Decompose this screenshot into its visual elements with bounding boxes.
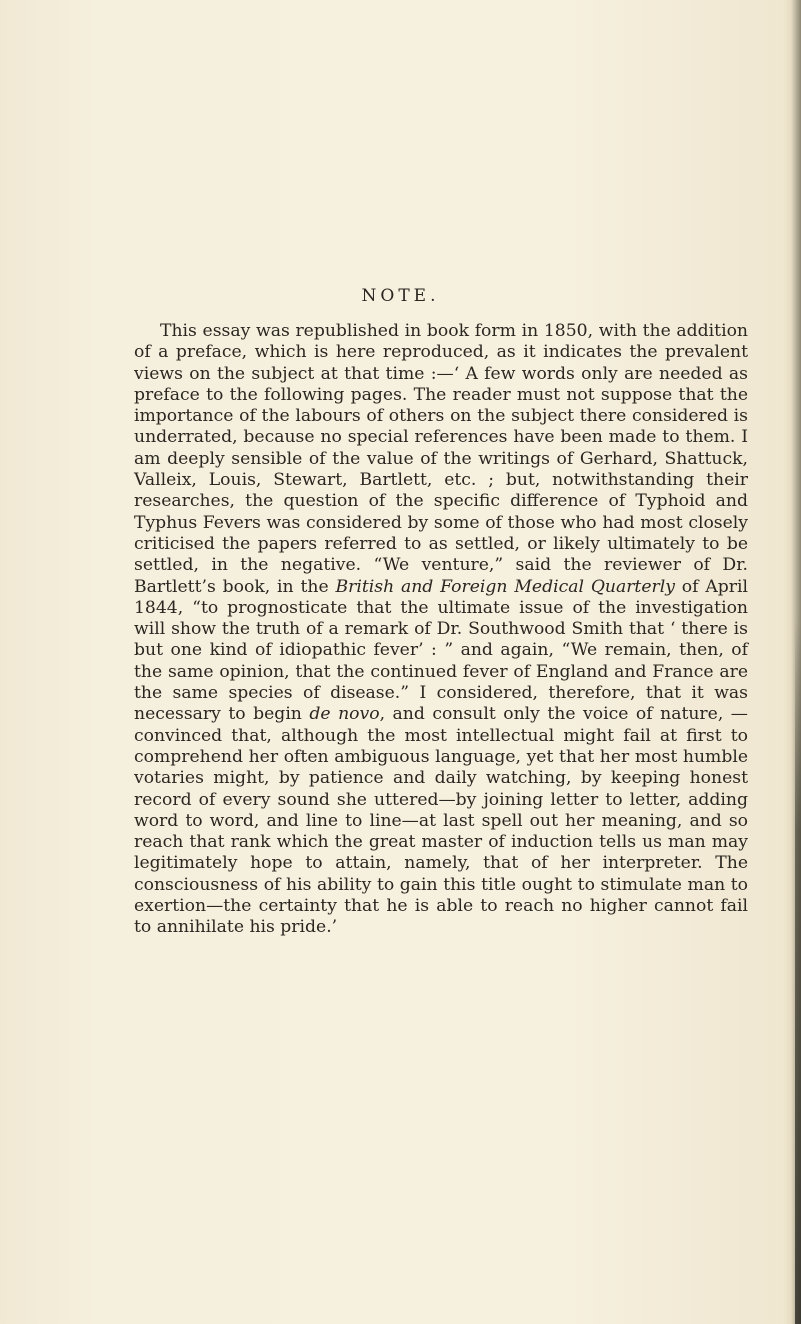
page-edge-dark	[795, 620, 801, 1324]
paragraph-text-3: , and consult only the voice of nature, —convinced that, although the most intellectual might fail at first to comprehend her often ambiguous language, yet that her most humble votaries might, by patience and daily watching, by keeping honest record of every sound she uttered—by joining letter to letter, adding word to word, and line to line—at last spell out her meaning, and so reach that rank which the great master of induction tells us man may legitimately hope to attain, namely, that of her interpreter. The consciousness of his ability to gain this title ought to stimulate man to exertion—the certainty that he is able to reach no higher cannot fail to annihilate his pride.’	[134, 704, 748, 938]
paragraph-text-2: of April 1844, “to prognosticate that the ultimate issue of the investigation will show the truth of a remark of Dr. Southwood Smith that ‘ there is but one kind of idiopathic fever’ : ” and again, “We remain, then, of the same opinion, that the continued fever of England and France are the same species of disease.” I considered, therefore, that it was necessary to begin	[134, 576, 749, 725]
note-paragraph	[134, 321, 748, 939]
paragraph-text-1: This essay was republished in book form in 1850, with the addition of a preface, which is here reproduced, as it indicates the prevalent views on the subject at that time :—‘ A few words only are needed as preface to the following pages. The reader must not suppose that the importance of the labours of others on the subject there considered is underrated, because no special references have been made to them. I am deeply sensible of the value of the writings of Gerhard, Shattuck, Valleix, Louis, Stewart, Bartlett, etc. ; but, notwithstanding their researches, the question of the specific difference of Typhoid and Typhus Fevers was considered by some of those who had most closely criticised the papers referred to as settled, or likely ultimately to be settled, in the negative. “We venture,” said the reviewer of Dr. Bartlett’s book, in the	[134, 321, 748, 597]
latin-phrase: de novo	[309, 704, 380, 725]
journal-title: British and Foreign Medical Quarterly	[335, 576, 675, 597]
note-body	[134, 321, 748, 939]
page-heading: NOTE.	[361, 286, 440, 306]
